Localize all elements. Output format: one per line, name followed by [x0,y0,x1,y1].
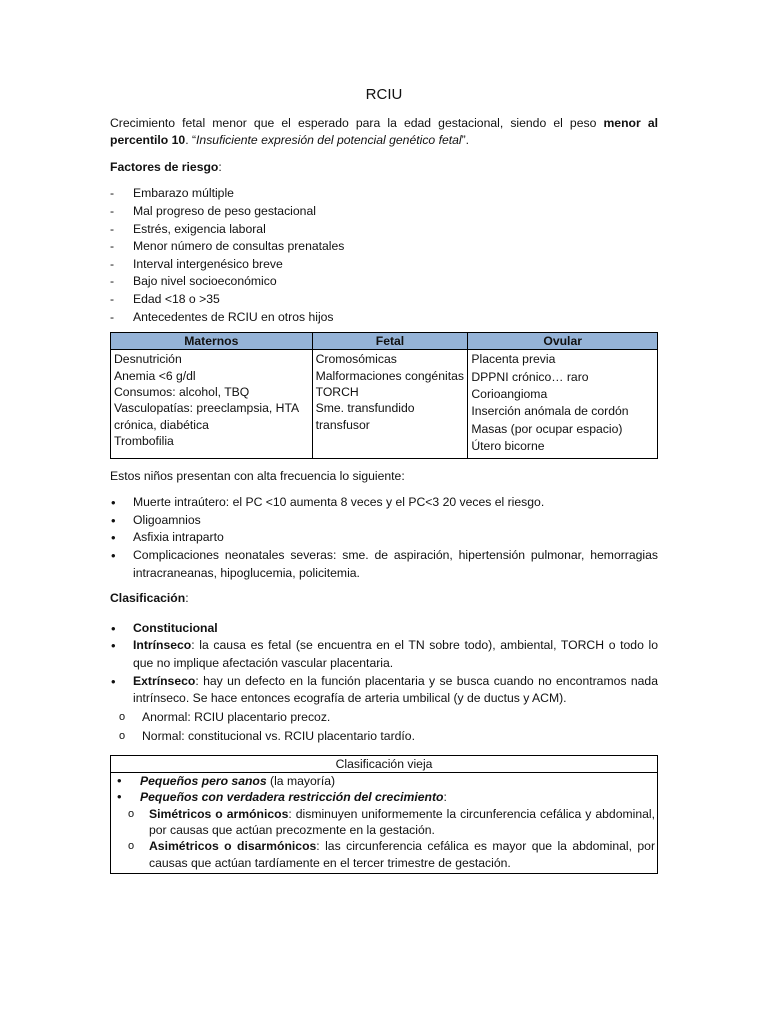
list-item: o Normal: constitucional vs. RCIU placentario tardío. [110,727,658,746]
list-item: o Simétricos o armónicos: disminuyen uniformemente la circunferencia cefálica y abdominal, por causas que actúan precozmente en la gestación. [111,806,657,839]
cell-line: Desnutrición [114,352,182,367]
classification-list [110,620,658,708]
table-header-row [111,333,658,350]
list-item: • Pequeños con verdadera restricción del crecimiento: [111,789,657,805]
cell-line: Placenta previa [471,352,556,367]
intro-italic: Insuficiente expresión del potencial genético fetal [196,133,462,148]
list-item: - Edad <18 o >35 [110,291,658,309]
list-item: - Estrés, exigencia laboral [110,221,658,239]
cell-ovular [468,350,658,458]
document-body [110,86,658,874]
list-item: - Interval intergenésico breve [110,256,658,274]
list-item: • Extrínseco: hay un defecto en la función placentaria y se busca cuando no encontramos nada intrínseco. Se hace entonces ecografía de arteria umbilical (y de ductus y ACM). [110,673,658,708]
old-classification-sublist [111,806,657,872]
intro-text: Crecimiento fetal menor que el esperado para la edad gestacional, siendo el peso [110,115,604,130]
cell-line: Malformaciones congénitas [315,368,464,383]
intro-paragraph [110,115,658,150]
cell-fetal [312,350,468,458]
cell-line: Trombofilia [114,434,174,449]
list-item: - Bajo nivel socioeconómico [110,273,658,291]
intro-bold: menor al percentilo 10 [110,115,658,148]
classification-heading: Clasificación: [110,591,189,606]
frequency-list [110,494,658,582]
cell-line: Útero bicorne [471,439,545,454]
cell-line: Vasculopatías: preeclampsia, HTA crónica, diabética [114,401,299,432]
list-item: • Intrínseco: la causa es fetal (se encuentra en el TN sobre todo), ambiental, TORCH o todo lo que no implique afectación vascular placentaria. [110,637,658,672]
old-classification-list [111,773,657,806]
list-item: • Constitucional [110,620,658,638]
column-header-fetal: Fetal [312,333,468,350]
old-classification-content [111,773,657,873]
list-item: - Embarazo múltiple [110,185,658,203]
column-header-maternos: Maternos [111,333,313,350]
list-item: - Mal progreso de peso gestacional [110,203,658,221]
list-item: o Anormal: RCIU placentario precoz. [110,708,658,727]
cell-line: TORCH [315,384,359,399]
cell-line: Inserción anómala de cordón [471,404,629,419]
classification-sublist [110,708,658,746]
intro-text: . “ [185,133,197,148]
cell-line: Consumos: alcohol, TBQ [114,384,250,399]
cell-line: DPPNI crónico… raro [471,369,589,384]
list-item: - Menor número de consultas prenatales [110,238,658,256]
causes-table [110,332,658,458]
cell-line: Masas (por ocupar espacio) [471,421,623,436]
intro-text: ”. [461,133,470,148]
list-item: • Pequeños pero sanos (la mayoría) [111,773,657,789]
old-classification-heading: Clasificación vieja [111,756,657,773]
page-title: RCIU [365,86,403,103]
list-item: - Antecedentes de RCIU en otros hijos [110,309,658,327]
cell-line: Corioangioma [471,386,548,401]
list-item: • Complicaciones neonatales severas: sme. de aspiración, hipertensión pulmonar, hemorragias intracraneanas, hipoglucemia, policitemia. [110,547,658,582]
list-item: • Asfixia intraparto [110,529,658,547]
list-item: • Muerte intraútero: el PC <10 aumenta 8 veces y el PC<3 20 veces el riesgo. [110,494,658,512]
column-header-ovular: Ovular [468,333,658,350]
old-classification-box [110,755,658,874]
cell-line: Sme. transfundido transfusor [315,401,415,432]
cell-line: Anemia <6 g/dl [114,368,196,383]
risk-heading: Factores de riesgo: [110,159,222,174]
table-row [111,350,658,458]
list-item: • Oligoamnios [110,512,658,530]
list-item: o Asimétricos o disarmónicos: las circunferencia cefálica es mayor que la abdominal, por causas que actúan tardíamente en el tercer trimestre de gestación. [111,838,657,871]
frequency-intro: Estos niños presentan con alta frecuencia lo siguiente: [110,468,405,483]
cell-line: Cromosómicas [315,352,397,367]
cell-maternos [111,350,313,458]
risk-list [110,185,658,326]
